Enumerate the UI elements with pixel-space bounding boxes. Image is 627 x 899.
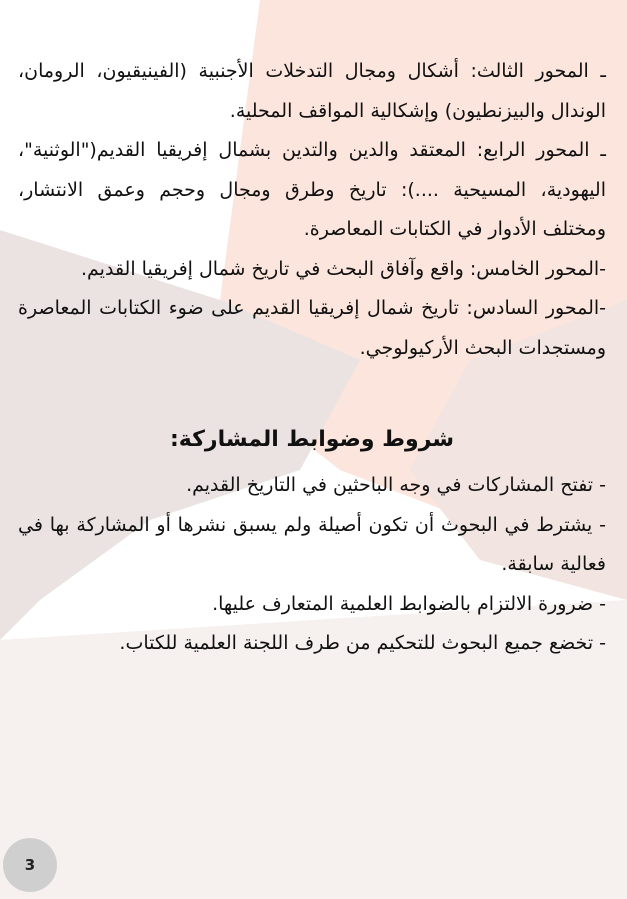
axis-5-paragraph: -المحور الخامس: واقع وآفاق البحث في تاريخ شمال إفريقيا القديم. (81, 257, 606, 280)
axis-6-paragraph: -المحور السادس: تاريخ شمال إفريقيا القديم على ضوء الكتابات المعاصرة ومستجدات البحث الأركيولوجي. (18, 297, 606, 359)
condition-item: - تفتح المشاركات في وجه الباحثين في التاريخ القديم. (186, 474, 606, 496)
page-content (18, 52, 606, 664)
axis-3-paragraph: ـ المحور الثالث: أشكال ومجال التدخلات الأجنبية (الفينيقيون، الرومان، الوندال والبيزنطيون) وإشكالية المواقف المحلية. (18, 60, 606, 122)
condition-item: - تخضع جميع البحوث للتحكيم من طرف اللجنة العلمية للكتاب. (119, 632, 606, 654)
condition-item: - يشترط في البحوث أن تكون أصيلة ولم يسبق نشرها أو المشاركة بها في فعالية سابقة. (18, 513, 606, 575)
condition-item: - ضرورة الالتزام بالضوابط العلمية المتعارف عليها. (212, 592, 606, 615)
page-number-badge (3, 838, 57, 892)
axis-4-paragraph: ـ المحور الرابع: المعتقد والدين والتدين بشمال إفريقيا القديم("الوثنية"، اليهودية، المسيحية ....): تاريخ وطرق ومجال وحجم وعمق الانتشار، ومختلف الأدوار في الكتابات المعاصرة. (18, 139, 606, 240)
page-number: 3 (24, 856, 36, 874)
axes-list (18, 52, 606, 368)
conditions-heading: شروط وضوابط المشاركة: (169, 427, 455, 452)
conditions-list (18, 466, 606, 664)
